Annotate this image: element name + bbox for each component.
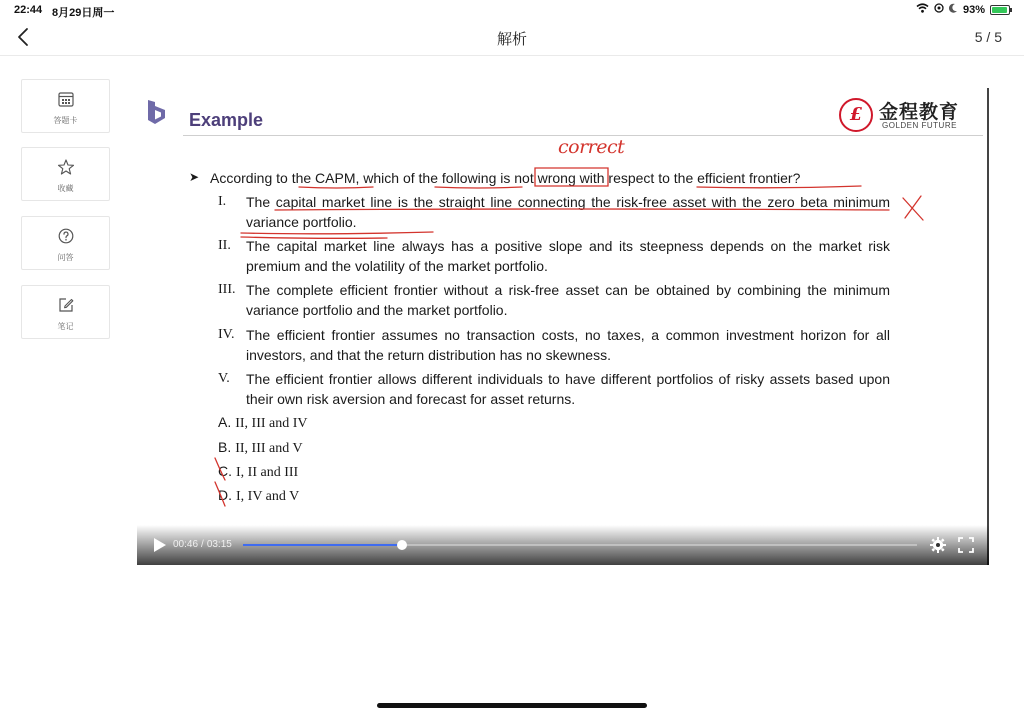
qa-label: 问答 [57, 253, 74, 262]
fullscreen-icon [957, 536, 975, 554]
brand-logo [839, 96, 975, 136]
statement-number: III. [218, 282, 236, 297]
location-lock-icon [934, 3, 944, 16]
play-button[interactable] [151, 537, 167, 553]
arrow-bullet-icon: ➤ [189, 170, 200, 184]
statement-number: II. [218, 238, 231, 253]
statement-text: The efficient frontier allows different individuals to have different portfolios of risky assets based upon their own risk aversion and forecast for asset returns. [246, 371, 890, 407]
ink-cross-mark [903, 196, 923, 220]
moon-icon [949, 3, 958, 16]
duration: 03:15 [206, 539, 232, 550]
option-c [218, 463, 298, 481]
brand-seal-icon: £ [839, 98, 873, 132]
progress-knob[interactable] [397, 540, 407, 550]
status-bar [0, 0, 1024, 20]
notes-label: 笔记 [57, 322, 74, 331]
wifi-icon [916, 3, 929, 16]
page-title: 解析 [496, 31, 527, 48]
player-controls [137, 525, 989, 565]
favorite-button[interactable] [21, 147, 110, 201]
ink-underline-frontier [697, 186, 861, 188]
statement-text: The capital market line always has a positive slope and its steepness depends on the market risk premium and the volatility of the market portfolio. [246, 238, 890, 274]
option-letter: B. [218, 439, 232, 455]
brand-name-en: GOLDEN FUTURE [882, 121, 957, 130]
status-time: 22:44 [14, 4, 43, 16]
answer-sheet-icon [57, 90, 75, 108]
star-icon [57, 158, 75, 176]
statement-number: I. [218, 194, 227, 209]
statement-text: The capital market line is the straight line connecting the risk-free asset with the zero beta minimum variance portfolio. [246, 194, 890, 230]
statement-number: V. [218, 371, 230, 386]
handwritten-note: correct [558, 136, 625, 158]
option-letter: D. [218, 487, 232, 503]
ink-underline-statement-1b [241, 232, 433, 234]
statement-text: The efficient frontier assumes no transaction costs, no taxes, a common investment horizon for all investors, and that the return distribution has no skewness. [246, 327, 890, 363]
option-a [218, 414, 308, 432]
option-d [218, 487, 299, 505]
question-circle-icon [57, 227, 75, 245]
slide-logo-icon [145, 98, 171, 131]
statement-text: The complete efficient frontier without a risk-free asset can be obtained by combining the minimum variance portfolio and the market portfolio. [246, 282, 890, 318]
video-player[interactable] [137, 88, 989, 565]
option-b [218, 439, 303, 457]
option-text: II, III and V [235, 441, 303, 456]
statement-number: IV. [218, 327, 235, 342]
answer-sheet-button[interactable] [21, 79, 110, 133]
option-text: II, III and IV [235, 416, 308, 431]
time-display: 00:46 / 03:15 [173, 539, 232, 550]
progress-fill [243, 544, 402, 546]
battery-percent: 93% [962, 3, 985, 16]
option-letter: A. [218, 414, 232, 430]
nav-bar [0, 20, 1024, 56]
gear-icon [929, 536, 947, 554]
play-icon [151, 537, 167, 553]
notes-button[interactable] [21, 285, 110, 339]
player-edge [987, 88, 989, 565]
qa-button[interactable] [21, 216, 110, 270]
question-text: According to the CAPM, which of the following is not wrong with respect to the efficient frontier? [210, 170, 801, 186]
settings-button[interactable] [929, 536, 947, 554]
option-text: I, IV and V [236, 489, 300, 504]
answer-sheet-label: 答题卡 [53, 116, 78, 125]
ink-underline-capm [299, 187, 373, 188]
status-date: 8月29日周一 [52, 7, 115, 19]
note-edit-icon [57, 296, 75, 314]
current-time: 00:46 [173, 539, 199, 550]
fullscreen-button[interactable] [957, 536, 975, 554]
brand-name-cn: 金程教育 [879, 102, 960, 123]
option-letter: C. [218, 463, 232, 479]
status-right [916, 3, 1010, 16]
favorite-label: 收藏 [57, 184, 74, 193]
progress-track[interactable] [243, 544, 917, 546]
ink-underline-following [435, 187, 522, 188]
slide-title: Example [189, 110, 264, 130]
battery-icon [990, 5, 1010, 15]
home-indicator [377, 703, 647, 708]
option-text: I, II and III [236, 465, 299, 480]
page-indicator: 5 / 5 [974, 29, 1002, 45]
